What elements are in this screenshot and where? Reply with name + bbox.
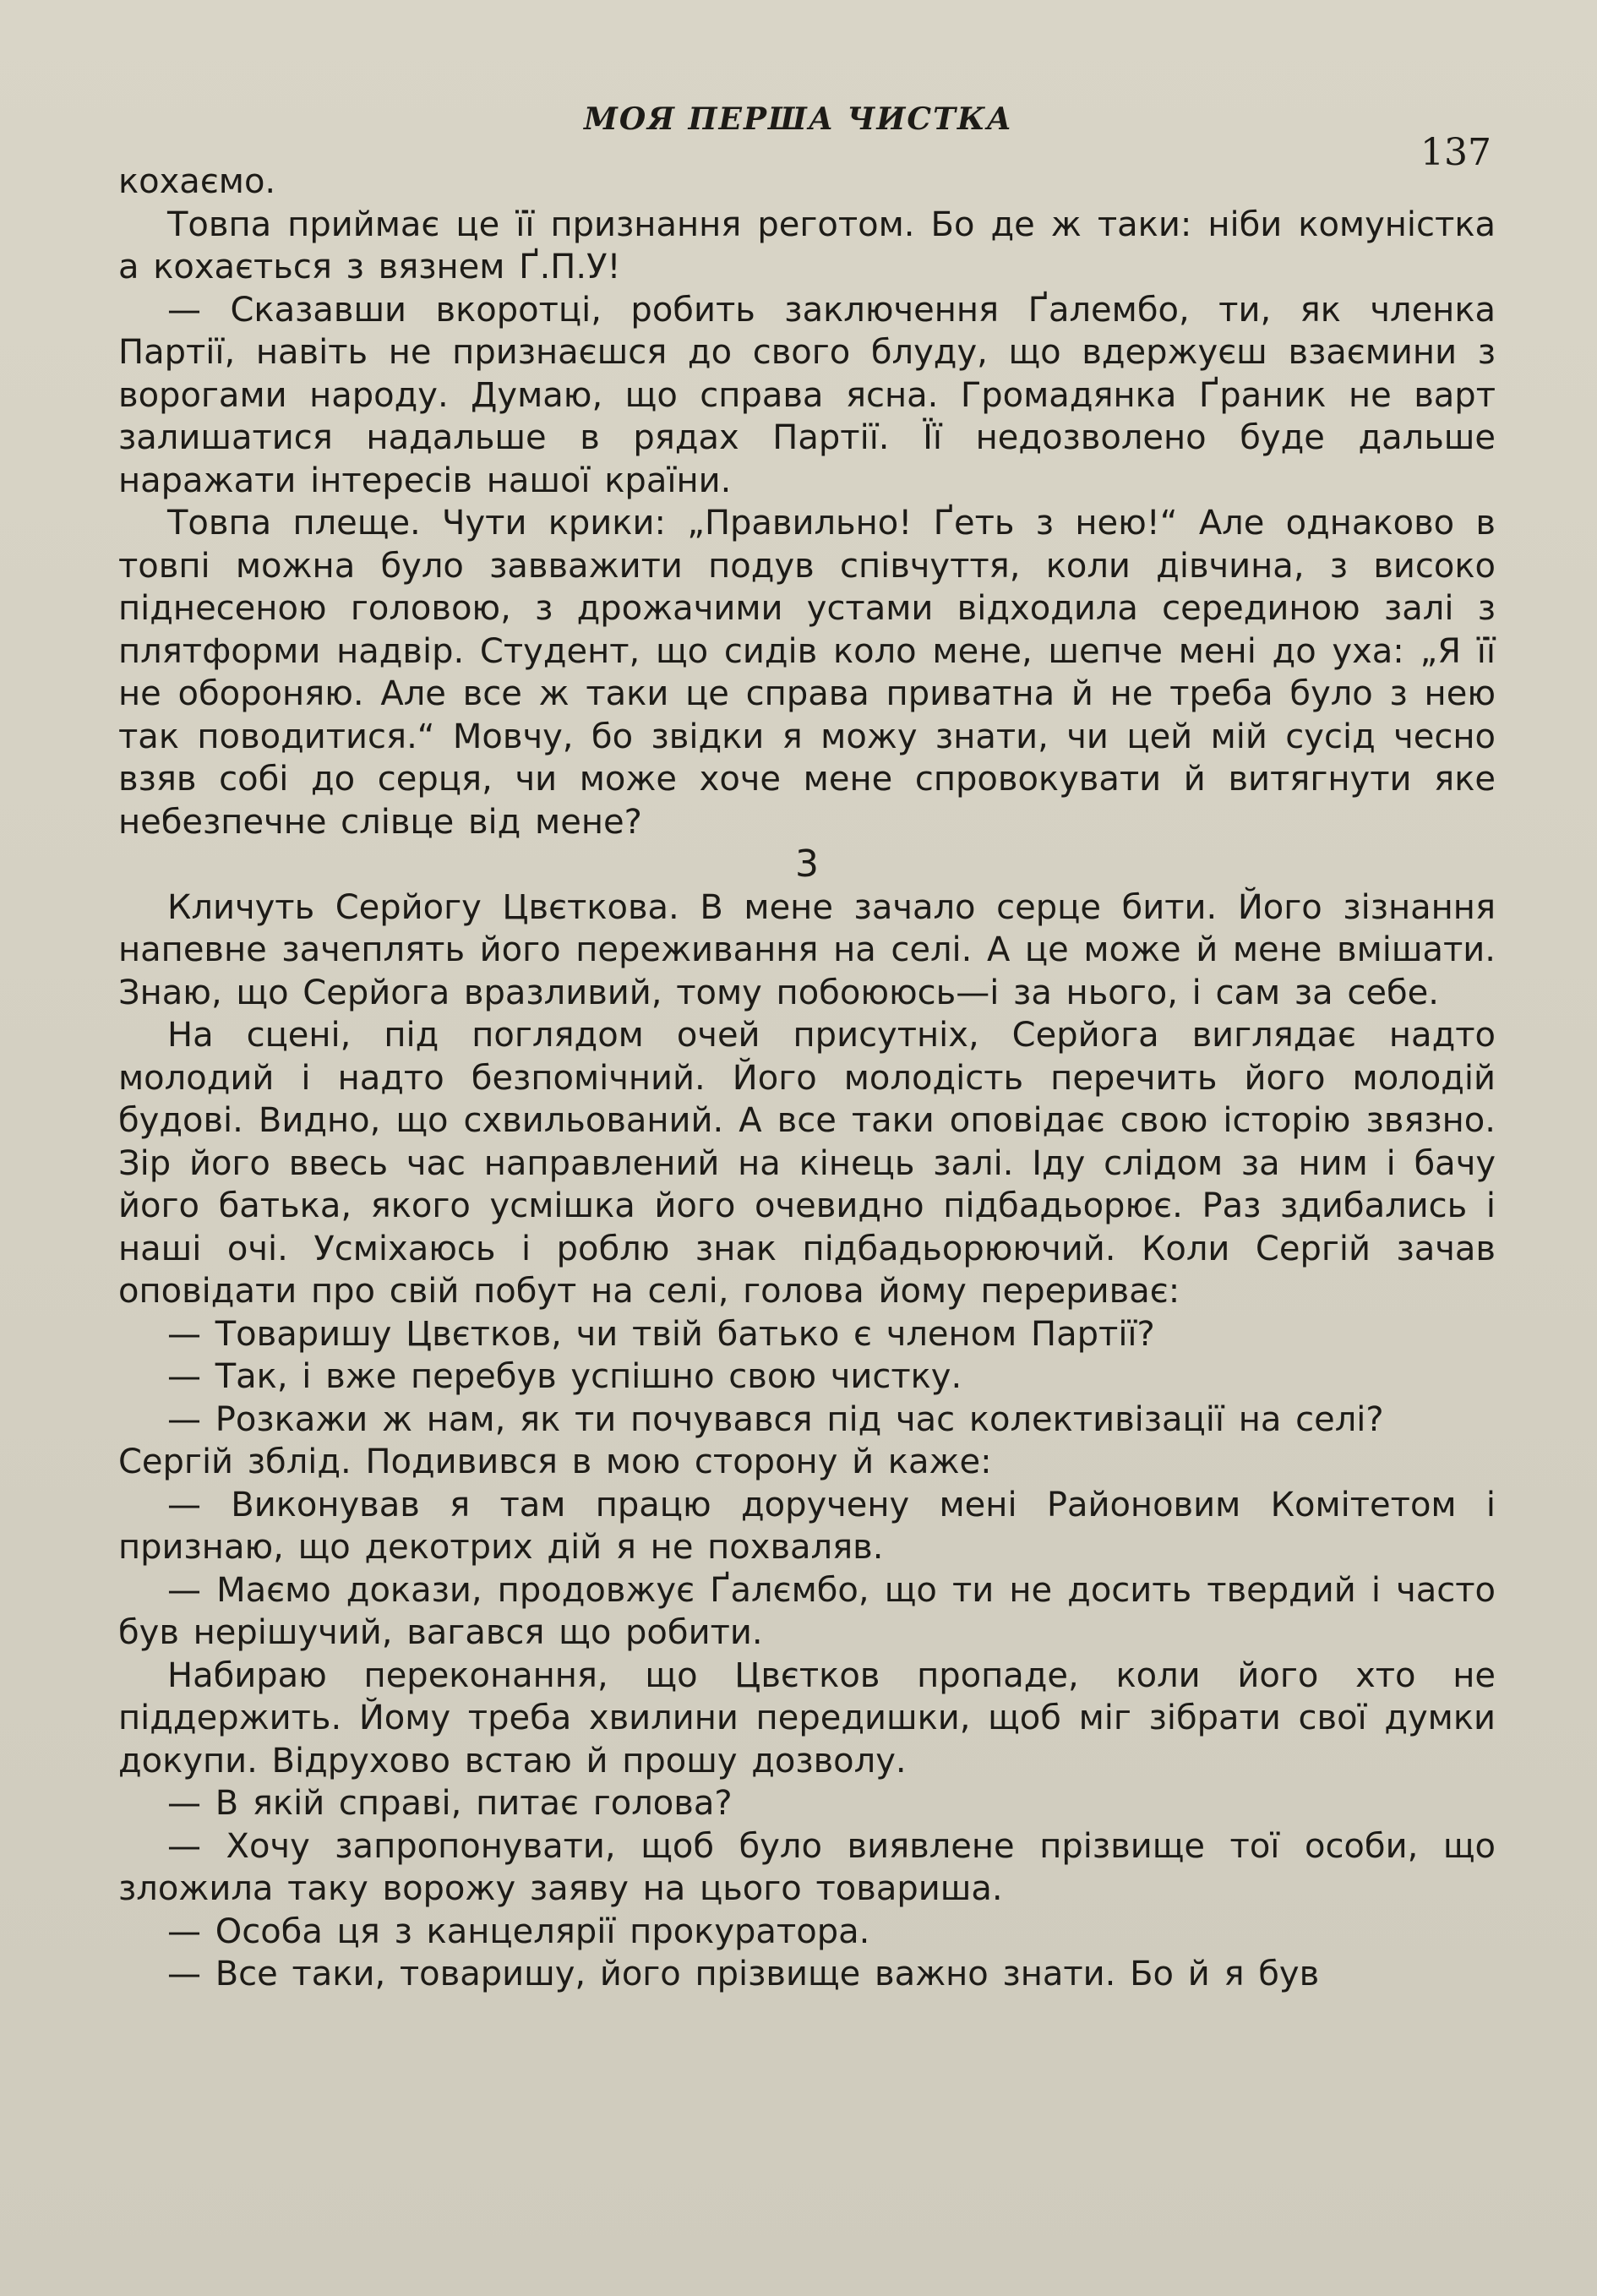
paragraph: Товпа плеще. Чути крики: „Правильно! Ґеть з нею!“ Але однаково в товпі можна було завважити подув співчуття, коли дівчина, з високо піднесеною головою, з дрожачими устами відходила серединою залі з плятформи надвір. Студент, що сидів коло мене, шепче мені до уха: „Я її не обороняю. Але все ж таки це справа приватна й не треба було з нею так поводитися.“ Мовчу, бо звідки я можу знати, чи цей мій сусід чесно взяв собі до серця, чи може хоче мене спровокувати й витягнути яке небезпечне слівце від мене?: [118, 504, 1496, 842]
page-number: 137: [1420, 131, 1491, 174]
paragraph: — Сказавши вкоротці, робить заключення Ґалембо, ти, як членка Партії, навіть не признаєшся до свого блуду, що вдержуєш взаємини з ворогами народу. Думаю, що справа ясна. Громадянка Ґраник не варт залишатися надальше в рядах Партії. Її недозволено буде дальше наражати інтересів нашої країни.: [118, 290, 1496, 500]
dialogue-line: — Особа ця з канцелярії прокуратора.: [167, 1912, 870, 1951]
dialogue-line: — В якій справі, питає голова?: [167, 1784, 733, 1823]
paragraph: На сцені, під поглядом очей присутніх, Серйога виглядає надто молодий і надто безпомічний. Його молодість перечить його молодій будові. Видно, що схвильований. А все таки оповідає свою історію звязно. Зір його ввесь час направлений на кінець залі. Іду слідом за ним і бачу його батька, якого усмішка його очевидно підбадьорює. Раз здибались і наші очі. Усміхаюсь і роблю знак підбадьорюючий. Коли Сергій зачав оповідати про свій побут на селі, голова йому перериває:: [118, 1016, 1496, 1311]
paragraph: Сергій зблід. Подивився в мою сторону й каже:: [118, 1442, 992, 1481]
dialogue-line: — Маємо докази, продовжує Ґалємбо, що ти не досить твердий і часто був нерішучий, вагався що робити.: [118, 1570, 1496, 1652]
dialogue-line: — Так, і вже перебув успішно свою чистку.: [167, 1357, 962, 1396]
paragraph: Кличуть Серйогу Цвєткова. В мене зачало серце бити. Його зізнання напевне зачеплять його переживання на селі. А це може й мене вмішати. Знаю, що Серйога вразливий, тому побоююсь—і за нього, і сам за себе.: [118, 887, 1496, 1012]
dialogue-line: — Товаришу Цвєтков, чи твій батько є членом Партії?: [167, 1314, 1155, 1354]
page-body: [118, 161, 1496, 1996]
dialogue-line: — Хочу запропонувати, щоб було виявлене прізвище тої особи, що зложила таку ворожу заяву на цього товариша.: [118, 1826, 1496, 1908]
paragraph: Набираю переконання, що Цвєтков пропаде, коли його хто не піддержить. Йому треба хвилини передишки, щоб міг зібрати свої думки докупи. Відрухово встаю й прошу дозволу.: [118, 1655, 1496, 1781]
paragraph: Товпа приймає це її признання реготом. Бо де ж таки: ніби комуністка а кохається з вязнем Ґ.П.У!: [118, 205, 1496, 286]
dialogue-line: — Все таки, товаришу, його прізвище важно знати. Бо й я був: [167, 1955, 1320, 1993]
paragraph: кохаємо.: [118, 162, 276, 201]
running-header-title: МОЯ ПЕРША ЧИСТКА: [584, 101, 1013, 137]
dialogue-line: — Виконував я там працю доручену мені Районовим Комітетом і признаю, що декотрих дій я не похваляв.: [118, 1485, 1496, 1567]
dialogue-line: — Розкажи ж нам, як ти почувався під час колективізації на селі?: [167, 1399, 1384, 1439]
section-number: 3: [795, 843, 819, 886]
